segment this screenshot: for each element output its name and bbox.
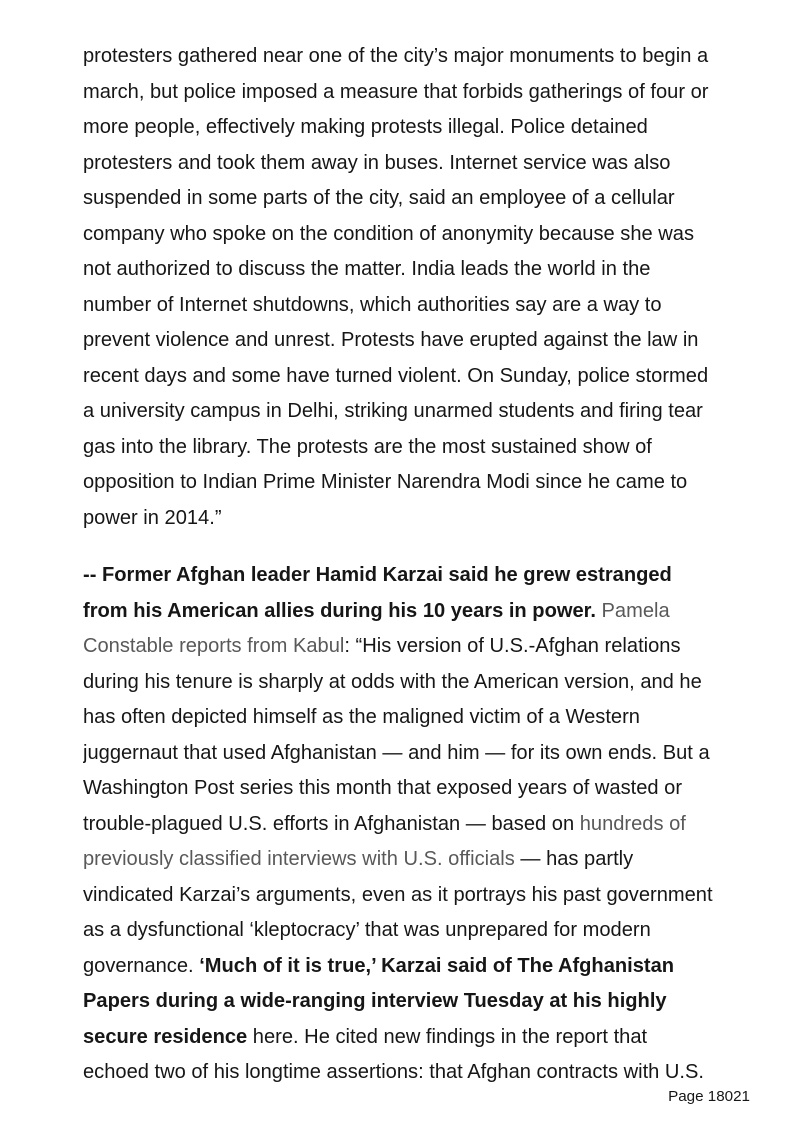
text-line <box>83 842 773 878</box>
interviews-link[interactable]: previously classified interviews with U.S. officials <box>83 848 515 870</box>
byline-link[interactable]: Constable reports from Kabul <box>83 635 345 657</box>
text-line: during his tenure is sharply at odds with the American version, and he <box>83 670 702 693</box>
quote-text: ‘Much of it is true,’ Karzai said of The Afghanistan <box>199 954 675 977</box>
text-line: more people, effectively making protests illegal. Police detained <box>83 116 648 138</box>
text-line: juggernaut that used Afghanistan — and him — for its own ends. But a <box>83 741 710 764</box>
page-number: Page 18021 <box>668 1088 750 1105</box>
text-run: — has partly <box>514 848 634 870</box>
text-line: gas into the library. The protests are the most sustained show of <box>83 435 652 458</box>
text-line: a university campus in Delhi, striking unarmed students and firing tear <box>83 400 703 422</box>
text-line: march, but police imposed a measure that forbids gatherings of four or <box>83 80 709 103</box>
text-line: suspended in some parts of the city, said an employee of a cellular <box>83 187 675 209</box>
article-body <box>83 39 773 1084</box>
text-line: vindicated Karzai’s arguments, even as it portrays his past government <box>83 883 713 906</box>
text-line: has often depicted himself as the maligned victim of a Western <box>83 706 640 728</box>
text-line: as a dysfunctional ‘kleptocracy’ that was unprepared for modern <box>83 919 651 941</box>
text-line: protesters gathered near one of the city’s major monuments to begin a <box>83 45 709 67</box>
text-line: not authorized to discuss the matter. India leads the world in the <box>83 258 651 280</box>
text-line <box>83 629 773 665</box>
text-run: governance. <box>83 954 200 977</box>
interviews-link[interactable]: hundreds of <box>579 812 686 835</box>
text-line: company who spoke on the condition of anonymity because she was <box>83 222 694 245</box>
quote-text: secure residence <box>83 1025 248 1048</box>
text-line: prevent violence and unrest. Protests have erupted against the law in <box>83 329 699 351</box>
paragraph-karzai <box>83 558 773 1084</box>
byline-link[interactable]: Pamela <box>601 599 670 622</box>
lead-sentence-line: -- Former Afghan leader Hamid Karzai said he grew estranged <box>83 564 672 586</box>
text-line: echoed two of his longtime assertions: that Afghan contracts with U.S. <box>83 1061 705 1083</box>
lead-sentence-text: from his American allies during his 10 years in power. <box>83 599 602 622</box>
text-line <box>83 594 773 630</box>
text-line <box>83 807 773 843</box>
text-line: number of Internet shutdowns, which authorities say are a way to <box>83 293 662 316</box>
text-run: trouble-plagued U.S. efforts in Afghanistan — based on <box>83 812 580 835</box>
paragraph-india-protests <box>83 39 773 536</box>
text-line: protesters and took them away in buses. Internet service was also <box>83 151 671 174</box>
text-line <box>83 949 773 985</box>
text-line: opposition to Indian Prime Minister Narendra Modi since he came to <box>83 471 688 493</box>
text-line <box>83 1020 773 1056</box>
text-line: power in 2014.” <box>83 506 222 529</box>
text-run: : “His version of U.S.-Afghan relations <box>344 635 681 657</box>
quote-line: Papers during a wide-ranging interview Tuesday at his highly <box>83 990 667 1012</box>
text-line: Washington Post series this month that exposed years of wasted or <box>83 777 683 799</box>
text-run: here. He cited new findings in the report that <box>247 1025 648 1048</box>
text-line: recent days and some have turned violent. On Sunday, police stormed <box>83 364 709 387</box>
